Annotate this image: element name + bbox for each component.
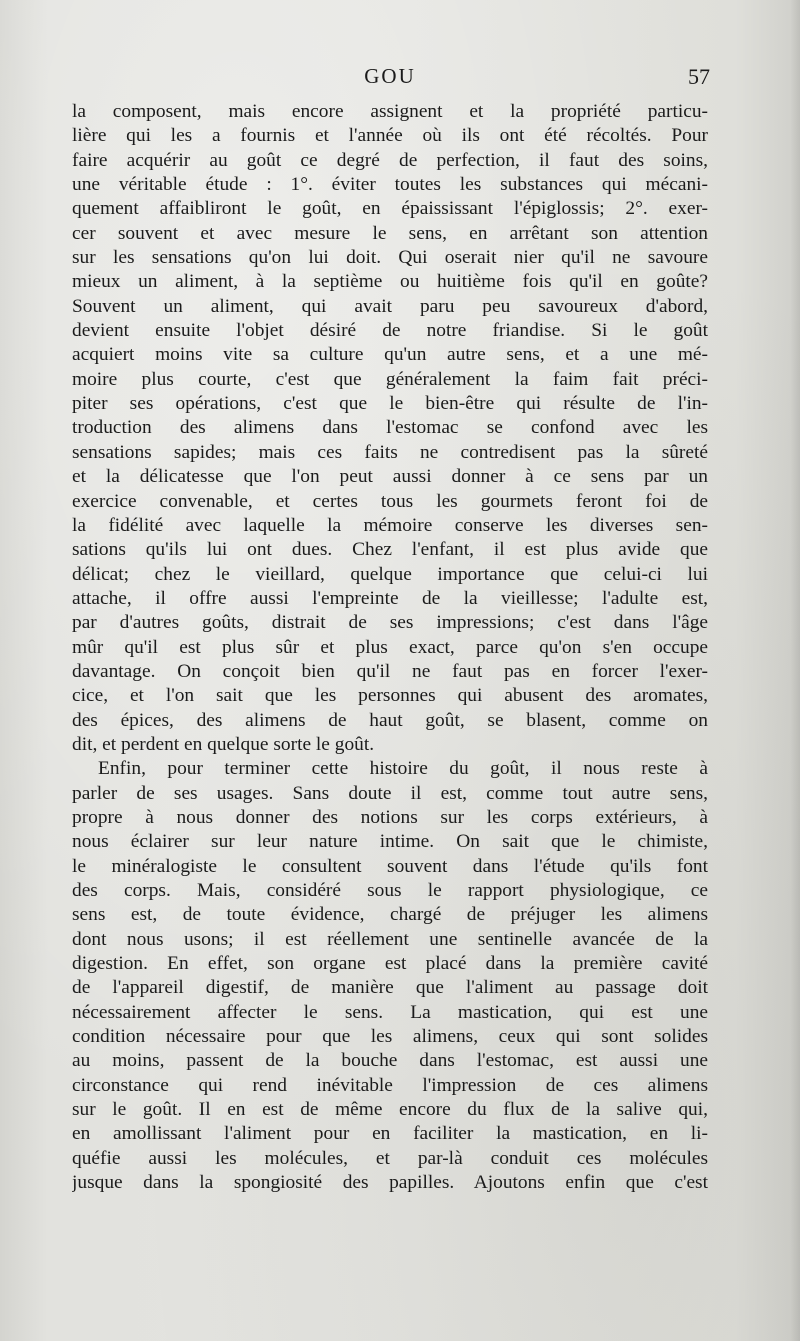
text-line: piter ses opérations, c'est que le bien-être qui résulte de l'in- bbox=[72, 393, 708, 415]
text-line: des corps. Mais, considéré sous le rapport physiologique, ce bbox=[72, 880, 708, 901]
running-head bbox=[70, 64, 710, 94]
text-line: la composent, mais encore assignent et la propriété particu- bbox=[72, 101, 708, 122]
page-edge-shadow bbox=[790, 0, 800, 1341]
text-line: quement affaibliront le goût, en épaississant l'épiglossis; 2°. exer- bbox=[72, 198, 708, 220]
text-line: lière qui les a fournis et l'année où ils ont été récoltés. Pour bbox=[72, 125, 708, 147]
text-line: sens est, de toute évidence, chargé de préjuger les alimens bbox=[72, 904, 708, 926]
text-line: de l'appareil digestif, de manière que l'aliment au passage doit bbox=[72, 977, 708, 999]
text-line: propre à nous donner des notions sur les corps extérieurs, à bbox=[72, 806, 708, 828]
text-line: faire acquérir au goût ce degré de perfection, il faut des soins, bbox=[72, 149, 708, 171]
text-line: davantage. On conçoit bien qu'il ne faut pas en forcer l'exer- bbox=[72, 660, 708, 682]
text-line: nécessairement affecter le sens. La mastication, qui est une bbox=[72, 1001, 708, 1023]
text-line: exercice convenable, et certes tous les gourmets feront foi de bbox=[72, 490, 708, 512]
text-line: dit, et perdent en quelque sorte le goût. bbox=[72, 733, 375, 755]
text-line: digestion. En effet, son organe est placé dans la première cavité bbox=[72, 953, 708, 975]
text-line: mieux un aliment, à la septième ou huitième fois qu'il en goûte? bbox=[72, 271, 708, 293]
running-title: GOU bbox=[364, 64, 416, 88]
text-line: moire plus courte, c'est que généralement la faim fait préci- bbox=[72, 368, 708, 390]
text-line: délicat; chez le vieillard, quelque importance que celui-ci lui bbox=[72, 563, 708, 585]
text-line: condition nécessaire pour que les alimens, ceux qui sont solides bbox=[72, 1026, 708, 1048]
text-line: par d'autres goûts, distrait de ses impressions; c'est dans l'âge bbox=[72, 612, 708, 634]
text-line: la fidélité avec laquelle la mémoire conserve les diverses sen- bbox=[72, 514, 708, 536]
text-line: Enfin, pour terminer cette histoire du goût, il nous reste à bbox=[98, 758, 708, 780]
text-line: Souvent un aliment, qui avait paru peu savoureux d'abord, bbox=[72, 295, 708, 317]
text-line: une véritable étude : 1°. éviter toutes les substances qui mécani- bbox=[72, 174, 708, 196]
text-line: sations qu'ils lui ont dues. Chez l'enfant, il est plus avide que bbox=[72, 539, 708, 561]
text-line: jusque dans la spongiosité des papilles. Ajoutons enfin que c'est bbox=[72, 1172, 708, 1194]
text-line: au moins, passent de la bouche dans l'estomac, est aussi une bbox=[72, 1050, 708, 1072]
text-line: en amollissant l'aliment pour en faciliter la mastication, en li- bbox=[72, 1123, 708, 1145]
text-line: parler de ses usages. Sans doute il est, comme tout autre sens, bbox=[72, 782, 708, 804]
text-line: dont nous usons; il est réellement une sentinelle avancée de la bbox=[72, 928, 708, 950]
text-line: attache, il offre aussi l'empreinte de la vieillesse; l'adulte est, bbox=[72, 587, 708, 609]
text-line: quéfie aussi les molécules, et par-là conduit ces molécules bbox=[72, 1147, 708, 1169]
text-line: nous éclairer sur leur nature intime. On sait que le chimiste, bbox=[72, 831, 708, 853]
text-line: devient ensuite l'objet désiré de notre friandise. Si le goût bbox=[72, 320, 708, 342]
text-line: circonstance qui rend inévitable l'impression de ces alimens bbox=[72, 1074, 708, 1096]
text-line: cice, et l'on sait que les personnes qui abusent des aromates, bbox=[72, 685, 708, 707]
text-line: des épices, des alimens de haut goût, se blasent, comme on bbox=[72, 709, 708, 731]
text-line: sur le goût. Il en est de même encore du flux de la salive qui, bbox=[72, 1099, 708, 1121]
body-text bbox=[72, 100, 708, 1195]
text-line: sur les sensations qu'on lui doit. Qui oserait nier qu'il ne savoure bbox=[72, 247, 708, 269]
text-line: et la délicatesse que l'on peut aussi donner à ce sens par un bbox=[72, 466, 708, 488]
text-line: sensations sapides; mais ces faits ne contredisent pas la sûreté bbox=[72, 441, 708, 463]
text-line: cer souvent et avec mesure le sens, en arrêtant son attention bbox=[72, 222, 708, 244]
text-line: acquiert moins vite sa culture qu'un autre sens, et a une mé- bbox=[72, 344, 708, 366]
text-line: le minéralogiste le consultent souvent dans l'étude qu'ils font bbox=[72, 855, 708, 877]
page-number: 57 bbox=[688, 64, 710, 89]
text-line: troduction des alimens dans l'estomac se confond avec les bbox=[72, 417, 708, 439]
text-line: mûr qu'il est plus sûr et plus exact, parce qu'on s'en occupe bbox=[72, 636, 708, 658]
